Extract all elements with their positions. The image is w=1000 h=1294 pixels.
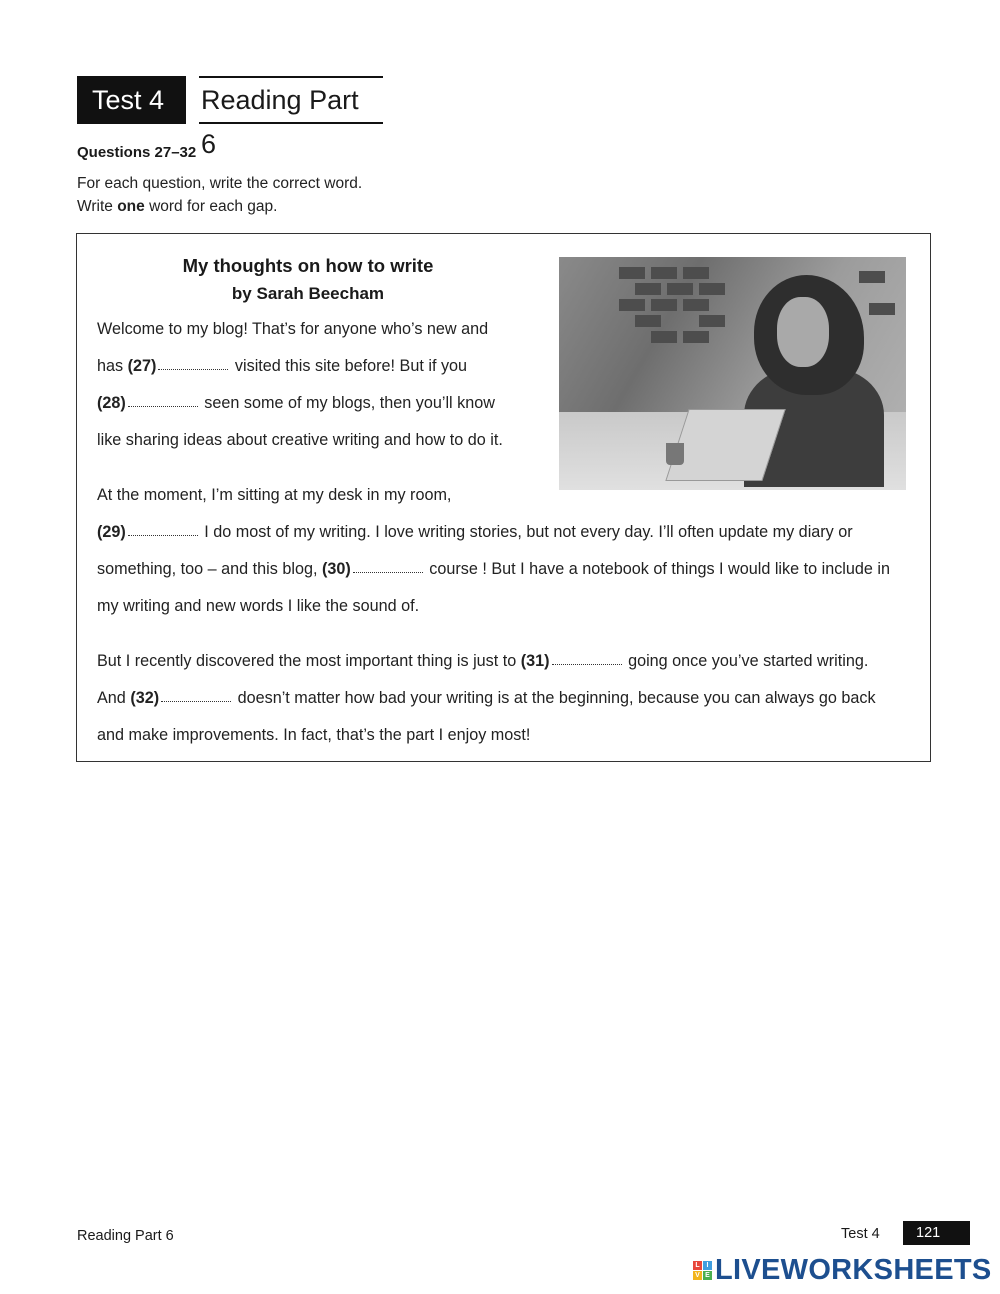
liveworksheets-wordmark: LIVEWORKSHEETS	[715, 1254, 992, 1286]
liveworksheets-grid-icon	[693, 1261, 712, 1280]
instruction-line-1: For each question, write the correct word.	[77, 175, 363, 192]
questions-heading: Questions 27–32	[77, 144, 197, 161]
logo-grid-cell: V	[693, 1271, 702, 1280]
article-line: But I recently discovered the most important thing is just to (31) going once you’ve started writing.	[97, 652, 869, 670]
question-number: (31)	[520, 652, 550, 670]
article-line: like sharing ideas about creative writing and how to do it.	[97, 431, 503, 449]
answer-gap[interactable]	[353, 560, 423, 573]
answer-gap[interactable]	[128, 394, 198, 407]
article-line: Welcome to my blog! That’s for anyone who’s new and	[97, 320, 489, 338]
answer-gap[interactable]	[128, 523, 198, 536]
article-line: and make improvements. In fact, that’s the part I enjoy most!	[97, 726, 531, 744]
logo-grid-cell: E	[703, 1271, 712, 1280]
question-number: (32)	[130, 689, 160, 707]
part-title: Reading Part 6	[199, 76, 383, 124]
article-title: My thoughts on how to write	[182, 255, 434, 276]
question-number: (29)	[97, 523, 126, 541]
test-label: Test 4	[77, 76, 186, 124]
article-line: At the moment, I’m sitting at my desk in my room,	[97, 486, 452, 504]
instruction-line-2: Write one word for each gap.	[77, 198, 278, 215]
footer-test-label: Test 4	[841, 1226, 880, 1242]
liveworksheets-logo	[693, 1253, 992, 1287]
article-byline: by Sarah Beecham	[231, 284, 385, 303]
article-line: (29) I do most of my writing. I love writing stories, but not every day. I’ll often update my diary or	[97, 523, 853, 541]
question-number: (27)	[127, 357, 157, 375]
article-line: (28) seen some of my blogs, then you’ll know	[97, 394, 495, 412]
article-box	[76, 233, 931, 762]
answer-gap[interactable]	[161, 689, 231, 702]
logo-grid-cell: L	[693, 1261, 702, 1270]
article-line: has (27) visited this site before! But if you	[97, 357, 468, 375]
instruction-emphasis: one	[117, 198, 145, 215]
article-line: my writing and new words I like the sound of.	[97, 597, 420, 615]
answer-gap[interactable]	[158, 357, 228, 370]
logo-grid-cell: I	[703, 1261, 712, 1270]
answer-gap[interactable]	[552, 652, 622, 665]
article-line: something, too – and this blog, (30) course ! But I have a notebook of things I would like to include in	[97, 560, 891, 578]
article-line: And (32) doesn’t matter how bad your writing is at the beginning, because you can always go back	[97, 689, 876, 707]
question-number: (30)	[321, 560, 351, 578]
footer-section-label: Reading Part 6	[77, 1228, 174, 1244]
question-number: (28)	[97, 394, 126, 412]
woman-typing-on-laptop-photo	[559, 257, 906, 490]
page-number: 121	[903, 1221, 970, 1245]
